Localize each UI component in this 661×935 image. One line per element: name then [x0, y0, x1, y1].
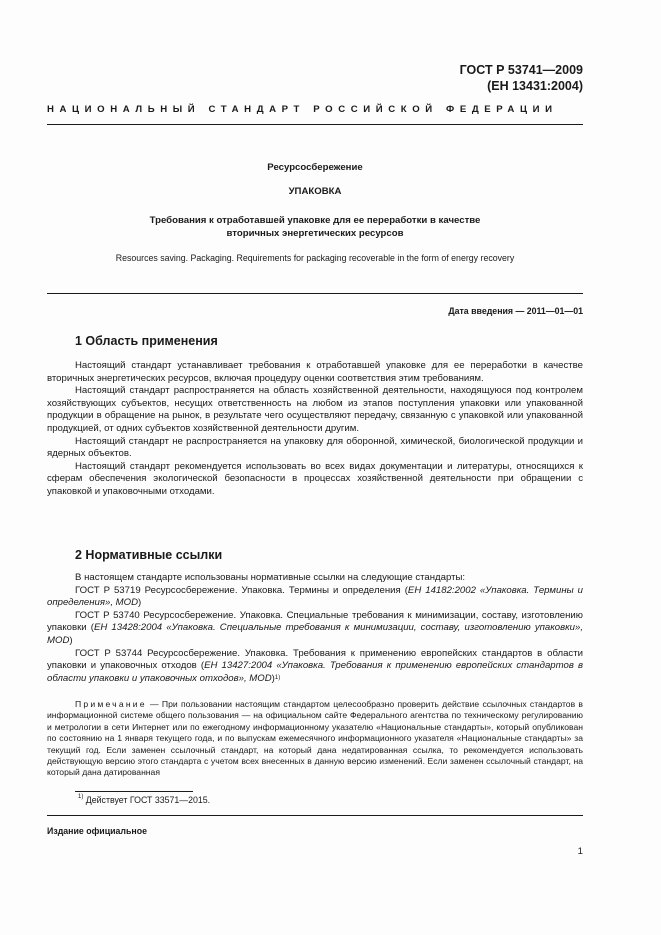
- reference-item: ГОСТ Р 53719 Ресурсосбережение. Упаковка. Термины и определения (ЕН 14182:2002 «Упаковка. Термины и определения», MOD): [47, 584, 583, 609]
- reference-item: ГОСТ Р 53740 Ресурсосбережение. Упаковка. Специальные требования к минимизации, составу, изготовлению упаковки (ЕН 13428:2004 «Упаковка. Специальные требования к минимизации, составу, изготовлению упаковки», MOD): [47, 609, 584, 646]
- header-rule: [47, 124, 583, 125]
- note-block: [47, 699, 583, 779]
- english-title: Resources saving. Packaging. Requirements for packaging recoverable in the form of energy recovery: [115, 253, 515, 263]
- section-1-paragraph: Настоящий стандарт устанавливает требования к отработавшей упаковке для ее переработки в качестве вторичных энергетических ресурсов, включая процедуру оценки соответствия этим требованиям.: [47, 360, 583, 384]
- title-subtitle-line-a: Требования к отработавшей упаковке для ее переработки в качестве: [149, 215, 481, 226]
- footer-rule: [47, 815, 583, 816]
- reference-item: ГОСТ Р 53744 Ресурсосбережение. Упаковка. Требования к применению европейских стандартов в области упаковки и упаковочных отходов (ЕН 13427:2004 «Упаковка. Требования к применению европейских стандартов в области упаковки и упаковочных отходов», MOD)$^{1)}$: [47, 647, 583, 684]
- footnote-text: Действует ГОСТ 33571—2015.: [83, 795, 211, 805]
- note-text: — При пользовании настоящим стандартом целесообразно проверить действие ссылочных стандартов в информационной системе общего пользования — на официальном сайте Федерального агентства по техническому регулированию и метрологии в сети Интернет или по ежегодному информационному указателю «Национальные стандарты», который опубликован по состоянию на 1 января текущего года, и по выпускам ежемесячного информационного указателя «Национальные стандарты» за текущий год. Если заменен ссылочный стандарт, на который дана недатированная ссылка, то рекомендуется использовать действующую версию этого стандарта с учетом всех внесенных в данную версию изменений. Если заменен ссылочный стандарт, на который дана датированная: [47, 699, 583, 778]
- title-subtitle: [47, 214, 583, 240]
- document-number-block: [380, 62, 583, 94]
- footnote-mark: 1): [78, 794, 84, 800]
- footnote-separator: [75, 791, 193, 792]
- section-1-body: [47, 360, 583, 499]
- section-2-intro: В настоящем стандарте использованы нормативные ссылки на следующие стандарты:: [75, 572, 466, 583]
- national-standard-banner: НАЦИОНАЛЬНЫЙ СТАНДАРТ РОССИЙСКОЙ ФЕДЕРАЦИИ: [47, 104, 558, 115]
- section-2-body: [47, 572, 583, 685]
- section-1-paragraph: Настоящий стандарт распространяется на область хозяйственной деятельности, находящуюся под контролем хозяйствующих субъектов, несущих ответственность на любом из этапов поступления упаковки или упакованной продукции в обращение на рынок, в результате чего осуществляют передачу, связанную с упаковкой или упакованной продукцией, от одних субъектов хозяйственной деятельности другим.: [47, 385, 583, 434]
- section-1-paragraph: Настоящий стандарт рекомендуется использовать во всех видах документации и литературы, относящихся к сферам обеспечения экологической безопасности в процессах хозяйственной деятельности при обращении с упаковкой и упаковочными отходами.: [47, 460, 583, 497]
- title-rule: [47, 293, 583, 294]
- section-1-heading: 1 Область применения: [75, 334, 218, 348]
- page-number: 1: [577, 846, 583, 857]
- official-edition-label: Издание официальное: [47, 826, 147, 836]
- footnote: [78, 795, 210, 805]
- title-line-1: Ресурсосбережение: [267, 162, 363, 173]
- introduction-date: Дата введения — 2011—01—01: [448, 306, 583, 316]
- en-number: (ЕН 13431:2004): [487, 79, 583, 93]
- footnote-reference: 1): [274, 674, 281, 681]
- note-label: Примечание: [75, 699, 147, 709]
- section-1-paragraph: Настоящий стандарт не распространяется на упаковку для оборонной, химической, биологической продукции и ядерных объектов.: [47, 435, 583, 460]
- section-2-heading: 2 Нормативные ссылки: [75, 548, 223, 562]
- title-line-2: УПАКОВКА: [288, 186, 342, 197]
- title-subtitle-line-b: вторичных энергетических ресурсов: [226, 228, 404, 239]
- gost-number: ГОСТ Р 53741—2009: [459, 63, 583, 77]
